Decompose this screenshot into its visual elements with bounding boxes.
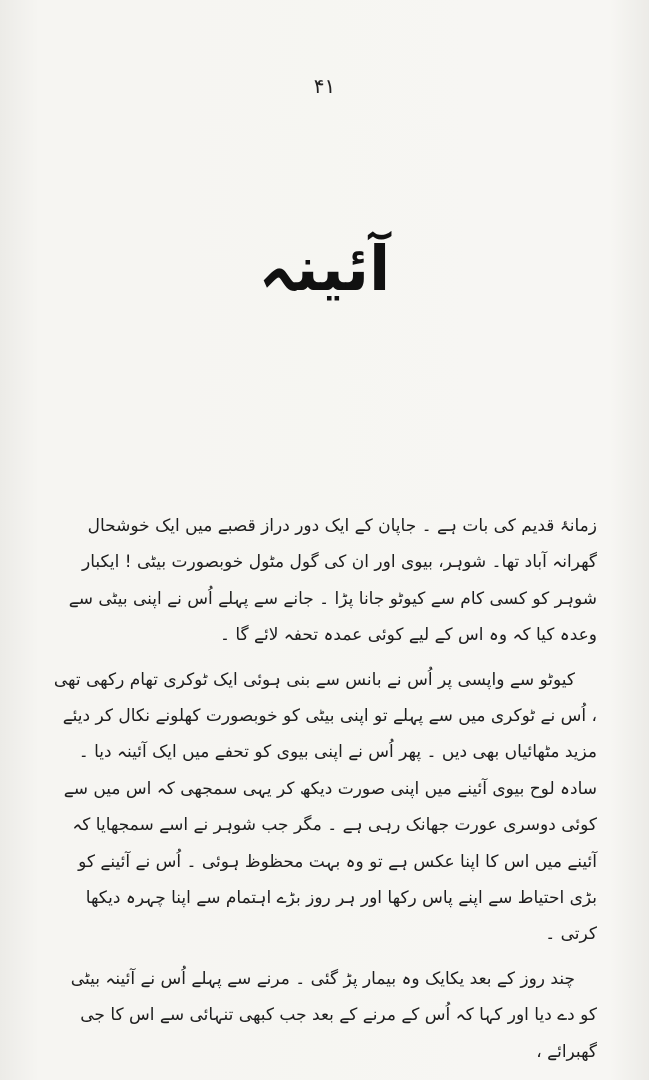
paragraph-2: کیوٹو سے واپسی پر اُس نے بانس سے بنی ہوئی ایک ٹوکری تھام رکھی تھی ، اُس نے ٹوکری میں سے پہلے تو اپنی بیٹی کو خوبصورت کھلونے نکال کر دیئے مزید مٹھائیاں بھی دیں ۔ پھر اُس نے اپنی بیوی کو تحفے میں ایک آئینہ دیا ۔ سادہ لوح بیوی آئینے میں اپنی صورت دیکھ کر یہی سمجھی کہ اس میں سے کوئی دوسری عورت جھانک رہی ہے ۔ مگر جب شوہر نے اسے سمجھایا کہ آئینے میں اس کا اپنا عکس ہے تو وہ بہت محظوظ ہوئی ۔ اُس نے آئینے کو بڑی احتیاط سے اپنے پاس رکھا اور ہر روز بڑے اہتمام سے اپنا چہرہ دیکھا کرتی ۔ — [53, 669, 597, 945]
page-number: ۴۱ — [313, 74, 336, 98]
story-body — [52, 508, 597, 1070]
paragraph-3: چند روز کے بعد یکایک وہ بیمار پڑ گئی ۔ مرنے سے پہلے اُس نے آئینہ بیٹی کو دے دیا اور کہا کہ اُس کے مرنے کے بعد جب کبھی تنہائی سے اس کا جی گھبرائے ، — [70, 968, 597, 1062]
story-title: آئینہ — [258, 232, 391, 305]
paragraph-1: زمانۂ قدیم کی بات ہے ۔ جاپان کے ایک دور دراز قصبے میں ایک خوشحال گھرانہ آباد تھا۔ شوہر، بیوی اور ان کی گول مٹول خوبصورت بیٹی ! ایکبار شوہر کو کسی کام سے کیوٹو جانا پڑا ۔ جانے سے پہلے اُس نے اپنی بیٹی سے وعدہ کیا کہ وہ اس کے لیے کوئی عمدہ تحفہ لائے گا ۔ — [68, 516, 597, 646]
